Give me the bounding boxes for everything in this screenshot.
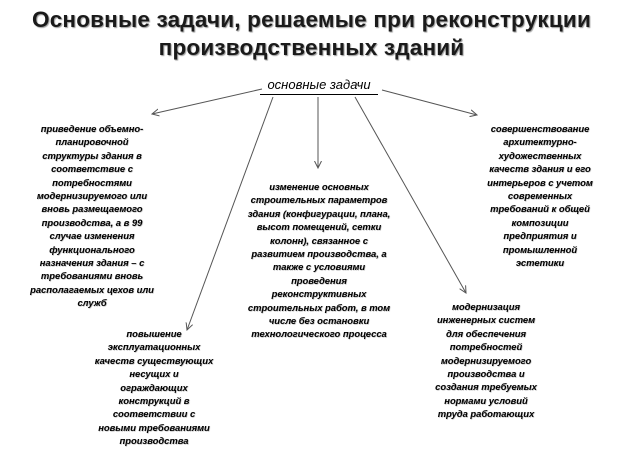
diagram-title: Основные задачи, решаемые при реконструкции производственных зданий xyxy=(32,7,591,60)
task-node-aesthetics: совершенствование архитектурно- художественных качеств здания и его интерьеров с учетом современных требований к общей композиции предприятия и промышленной эстетики xyxy=(487,123,593,269)
task-node-restructuring: приведение объемно- планировочной структуры здания в соответствие с потребностями модернизируемого или вновь размещаемого производства, а в 99 случае изменения функционального назначения здания – с требованиями вновь располагаемых цехов или служб xyxy=(30,123,154,309)
task-node-structures: повышение эксплуатационных качеств существующих несущих и ограждающих конструкций в соответствии с новыми требованиями производства xyxy=(94,328,214,447)
task-node-engineering-systems: модернизация инженерных систем для обеспечения потребностей модернизируемого производства и создания требуемых нормами условий труда работающих xyxy=(435,301,537,420)
root-node-label: основные задачи xyxy=(267,77,371,92)
arrow-to-task-1 xyxy=(152,89,262,114)
task-node-parameters: изменение основных строительных параметров здания (конфигурации, плана, высот помещений, сетки колонн), связанное с развитием производства, а также с условиями проведения реконструктивных строительных работ, в том числе без остановки технологического процесса xyxy=(247,181,391,340)
arrow-to-task-5 xyxy=(382,90,477,115)
